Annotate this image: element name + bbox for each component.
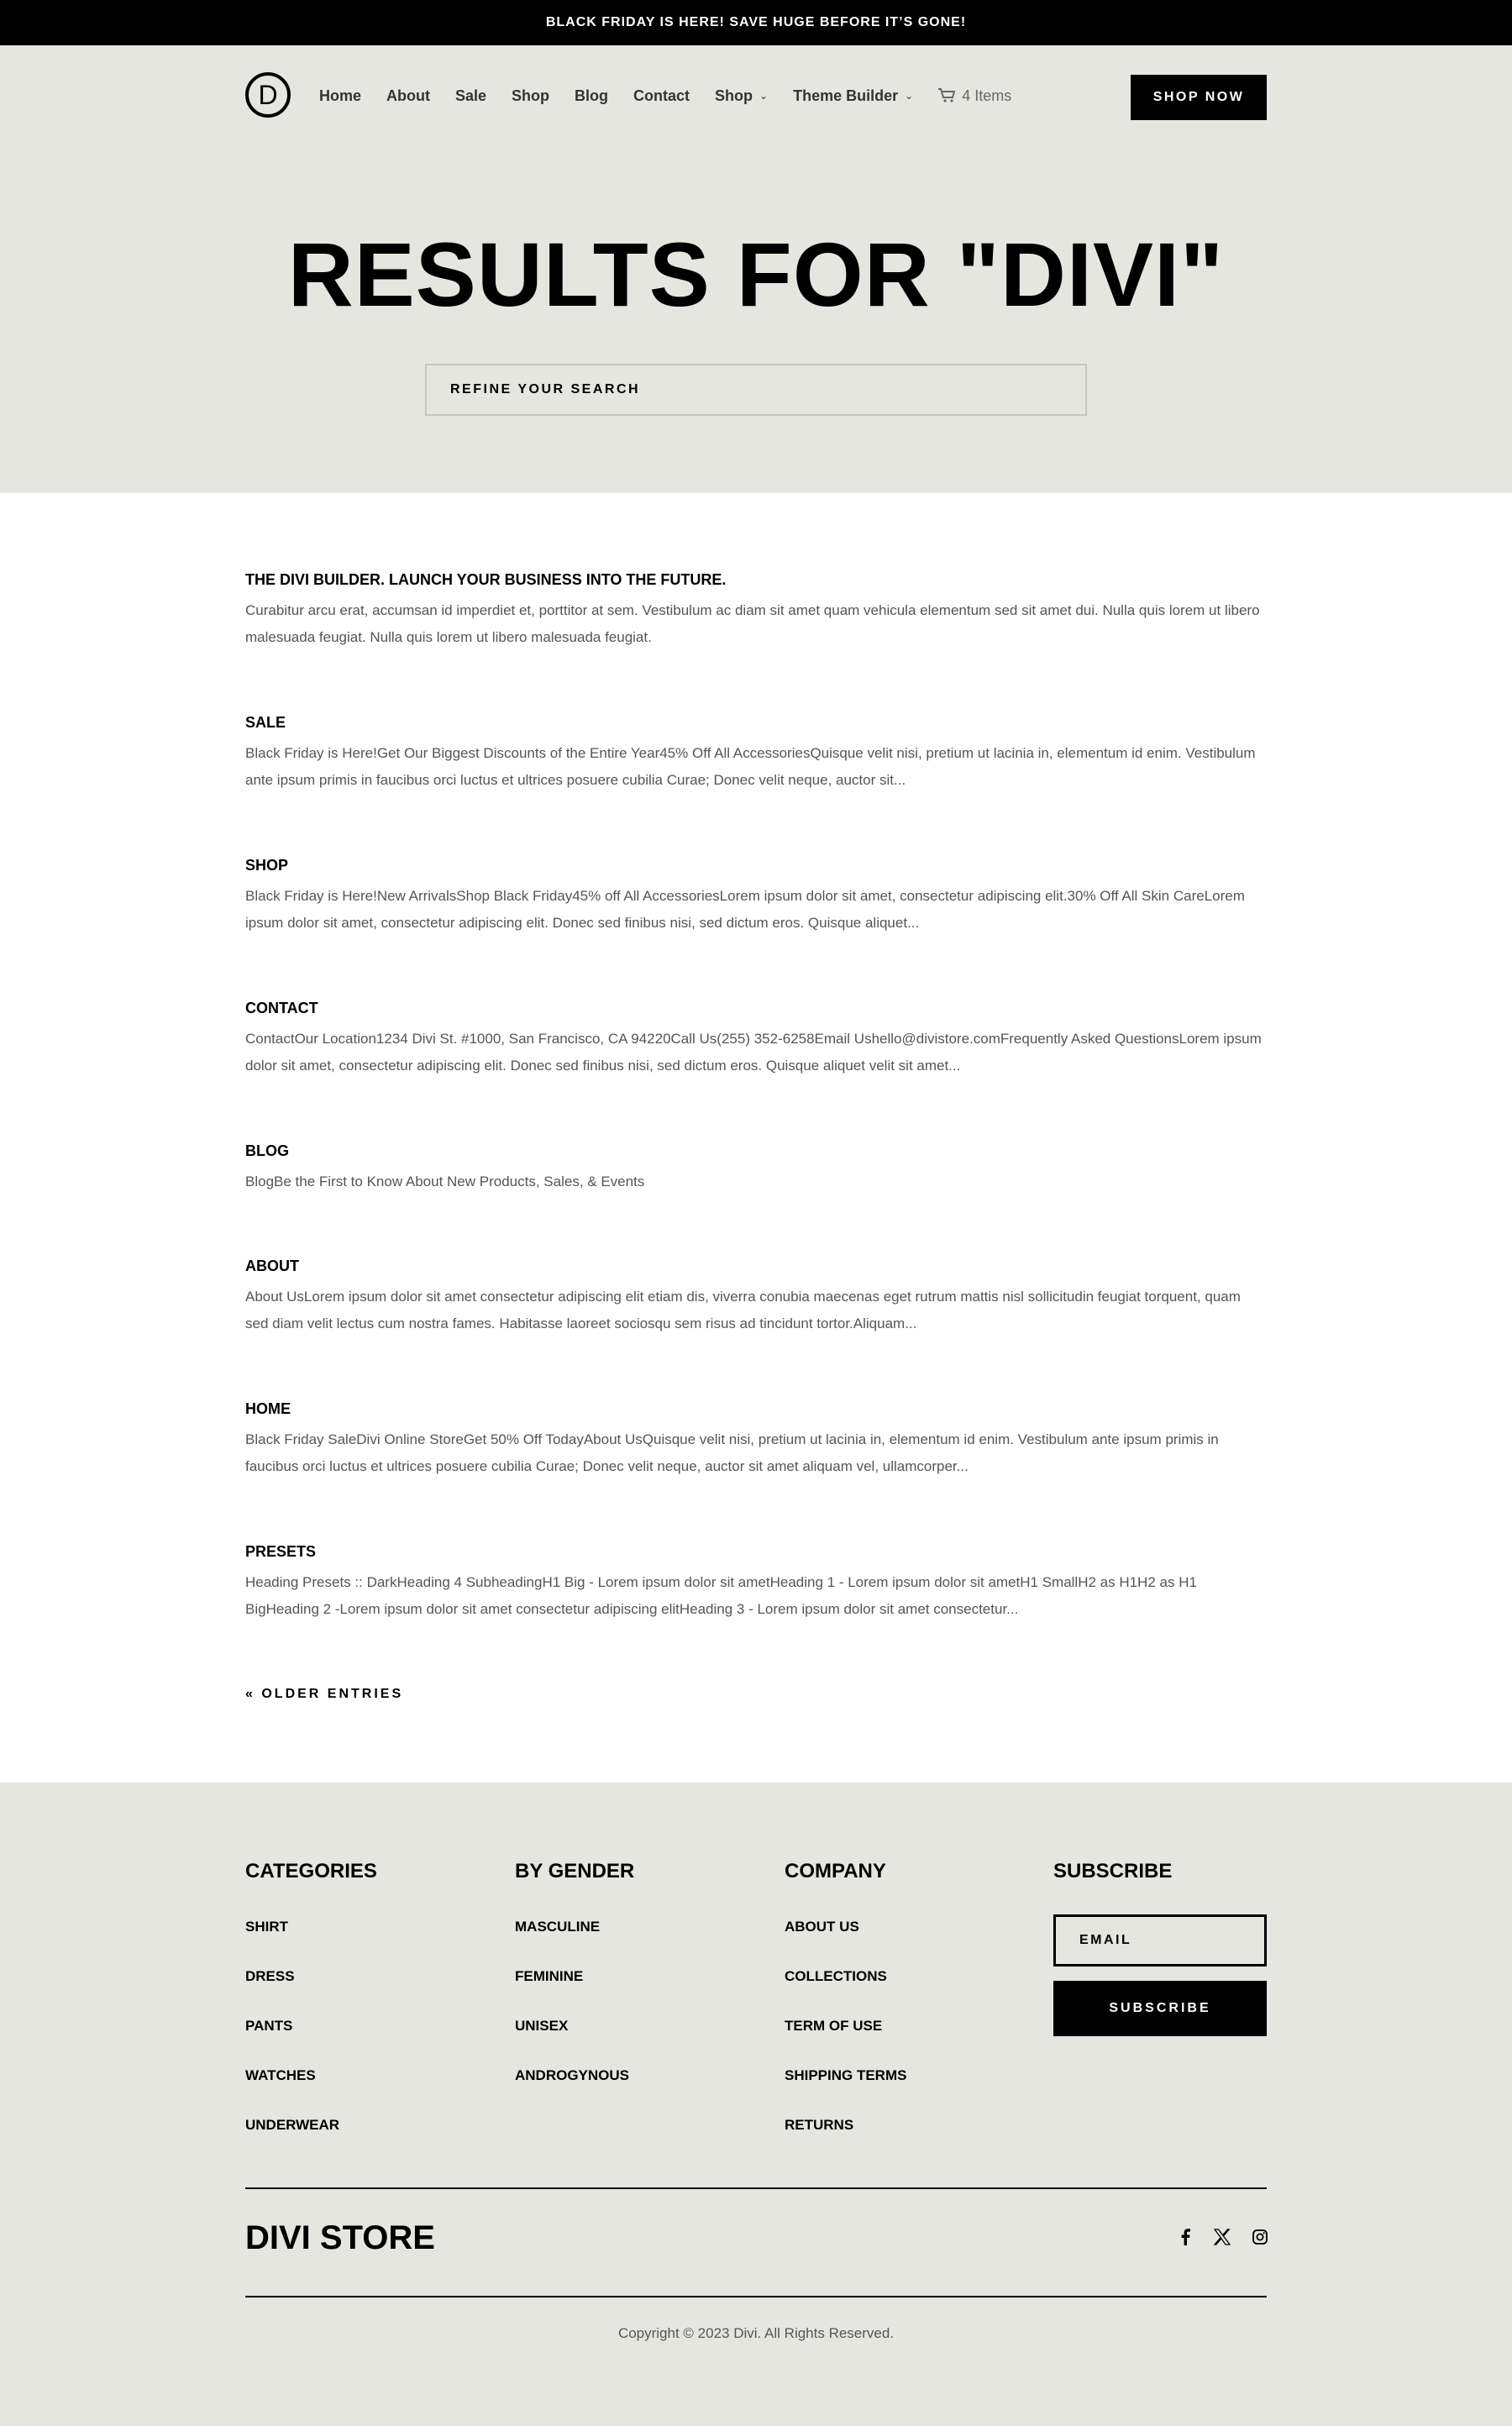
search-results xyxy=(245,570,1267,1660)
chevron-down-icon: ⌄ xyxy=(759,90,769,102)
footer-subscribe xyxy=(1053,1858,1172,1885)
footer-link[interactable]: UNDERWEAR xyxy=(245,2117,340,2133)
footer-categories xyxy=(245,1858,377,2150)
nav-shop[interactable] xyxy=(512,87,549,105)
main-nav xyxy=(319,82,1037,109)
chevron-down-icon: ⌄ xyxy=(905,90,914,102)
footer-link[interactable]: TERM OF USE xyxy=(785,2018,883,2034)
footer-link[interactable]: SHIPPING TERMS xyxy=(785,2067,907,2083)
footer-divider-bottom xyxy=(245,2296,1267,2297)
result-title[interactable]: ABOUT xyxy=(245,1258,299,1274)
nav-blog[interactable] xyxy=(575,87,608,105)
nav-about[interactable] xyxy=(386,87,430,105)
nav-shop-label: Shop xyxy=(512,87,550,104)
page-title: RESULTS FOR "DIVI" xyxy=(287,223,1225,325)
footer-link[interactable]: WATCHES xyxy=(245,2067,316,2083)
nav-theme-builder-label: Theme Builder xyxy=(793,87,899,104)
email-input[interactable] xyxy=(1079,1933,1264,1948)
announcement-bar xyxy=(0,0,1512,45)
announcement-text: BLACK FRIDAY IS HERE! SAVE HUGE BEFORE IT’S GONE! xyxy=(545,15,967,29)
result-title[interactable]: THE DIVI BUILDER. LAUNCH YOUR BUSINESS INTO THE FUTURE. xyxy=(245,571,727,588)
result-excerpt: Curabitur arcu erat, accumsan id imperdiet et, porttitor at sem. Vestibulum ac diam sit amet quam vehicula elementum sed sit amet dui. Nulla quis lorem ut libero malesuada feugiat. Nulla quis lorem ut libero malesuada feugiat. xyxy=(245,602,1260,645)
footer-heading: BY GENDER xyxy=(515,1860,635,1883)
result-excerpt: Black Friday SaleDivi Online StoreGet 50% Off TodayAbout UsQuisque velit nisi, pretium ut lacinia in, elementum id enim. Vestibulum ante ipsum primis in faucibus orci luctus et ultrices posuere cubilia Curae; Donec velit neque, auctor sit amet aliquam vel, ullamcorper... xyxy=(245,1431,1219,1474)
result-item xyxy=(245,1142,1267,1257)
footer-link[interactable]: MASCULINE xyxy=(515,1919,601,1935)
nav-home[interactable] xyxy=(319,87,361,105)
nav-theme-builder-dropdown[interactable] xyxy=(793,87,913,105)
result-item xyxy=(245,1399,1267,1542)
footer-heading: SUBSCRIBE xyxy=(1053,1860,1173,1883)
result-item xyxy=(245,713,1267,856)
result-title[interactable]: PRESETS xyxy=(245,1543,317,1560)
nav-sale[interactable] xyxy=(455,87,486,105)
result-item xyxy=(245,570,1267,713)
subscribe-button[interactable]: SUBSCRIBE xyxy=(1053,1981,1267,2036)
footer-link[interactable]: ABOUT US xyxy=(785,1919,859,1935)
footer-link[interactable]: FEMININE xyxy=(515,1968,584,1984)
copyright: Copyright © 2023 Divi. All Rights Reserved. xyxy=(617,2325,895,2341)
result-title[interactable]: SALE xyxy=(245,714,286,731)
nav-home-label: Home xyxy=(319,87,362,104)
nav-shop-dropdown-label: Shop xyxy=(715,87,753,104)
result-title[interactable]: BLOG xyxy=(245,1142,289,1159)
result-item xyxy=(245,999,1267,1142)
shop-now-button[interactable]: SHOP NOW xyxy=(1131,75,1267,120)
result-excerpt: Black Friday is Here!Get Our Biggest Discounts of the Entire Year45% Off All AccessoriesQuisque velit nisi, pretium ut lacinia in, elementum id enim. Vestibulum ante ipsum primis in faucibus orci luctus et ultrices posuere cubilia Curae; Donec velit neque, auctor sit... xyxy=(245,745,1256,788)
footer-divider xyxy=(245,2187,1267,2189)
result-excerpt: BlogBe the First to Know About New Products, Sales, & Events xyxy=(245,1174,645,1189)
result-item xyxy=(245,856,1267,999)
cart-link[interactable] xyxy=(938,87,1011,105)
footer-link[interactable]: COLLECTIONS xyxy=(785,1968,887,1984)
facebook-icon[interactable] xyxy=(1175,2227,1195,2247)
footer-link[interactable]: ANDROGYNOUS xyxy=(515,2067,630,2083)
footer-company xyxy=(785,1858,906,2150)
cart-icon xyxy=(938,88,955,103)
nav-contact[interactable] xyxy=(633,87,690,105)
nav-contact-label: Contact xyxy=(633,87,690,104)
result-title[interactable]: SHOP xyxy=(245,857,289,874)
result-excerpt: Heading Presets :: DarkHeading 4 SubheadingH1 Big - Lorem ipsum dolor sit ametHeading 1 - Lorem ipsum dolor sit ametH1 SmallH2 as H1H2 as H1 BigHeading 2 -Lorem ipsum dolor sit amet consectetur adipiscing elitHeading 3 - Lorem ipsum dolor sit amet consectetur... xyxy=(245,1574,1197,1617)
older-entries-link[interactable]: « OLDER ENTRIES xyxy=(245,1687,404,1701)
search-input[interactable] xyxy=(450,382,1085,397)
footer-heading: COMPANY xyxy=(785,1860,886,1883)
footer-gender xyxy=(515,1858,634,2100)
footer-link[interactable]: SHIRT xyxy=(245,1919,288,1935)
result-item xyxy=(245,1542,1267,1660)
result-title[interactable]: CONTACT xyxy=(245,1000,318,1016)
footer-link[interactable]: UNISEX xyxy=(515,2018,569,2034)
store-name: DIVI STORE xyxy=(245,2219,435,2256)
result-excerpt: ContactOur Location1234 Divi St. #1000, San Francisco, CA 94220Call Us(255) 352-6258Email Ushello@divistore.comFrequently Asked QuestionsLorem ipsum dolor sit amet, consectetur adipiscing elit. Donec sed finibus nisi, sed dictum eros. Quisque aliquet velit sit amet... xyxy=(245,1031,1262,1074)
footer-link[interactable]: DRESS xyxy=(245,1968,295,1984)
instagram-icon[interactable] xyxy=(1250,2227,1270,2247)
nav-sale-label: Sale xyxy=(455,87,487,104)
result-title[interactable]: HOME xyxy=(245,1400,291,1417)
cart-count: 4 Items xyxy=(962,87,1012,104)
footer-link[interactable]: RETURNS xyxy=(785,2117,854,2133)
search-box[interactable] xyxy=(425,364,1087,416)
x-icon[interactable] xyxy=(1212,2227,1232,2247)
email-field[interactable] xyxy=(1053,1914,1267,1967)
result-item xyxy=(245,1257,1267,1399)
result-excerpt: About UsLorem ipsum dolor sit amet consectetur adipiscing elit etiam dis, viverra conubia maecenas eget rutrum mattis nisl sollicitudin feugiat torquent, quam sed diam velit lectus cum nostra fames. Habitasse laoreet sociosqu sem risus ad tincidunt tortor.Aliquam... xyxy=(245,1289,1241,1331)
result-excerpt: Black Friday is Here!New ArrivalsShop Black Friday45% off All AccessoriesLorem ipsum dolor sit amet, consectetur adipiscing elit.30% Off All Skin CareLorem ipsum dolor sit amet, consectetur adipiscing elit. Donec sed finibus nisi, sed dictum eros. Quisque aliquet... xyxy=(245,888,1245,931)
nav-shop-dropdown[interactable] xyxy=(715,87,768,105)
logo[interactable] xyxy=(245,72,291,118)
logo-letter: D xyxy=(258,79,278,110)
nav-about-label: About xyxy=(386,87,430,104)
footer-heading: CATEGORIES xyxy=(245,1860,377,1883)
footer-link[interactable]: PANTS xyxy=(245,2018,293,2034)
nav-blog-label: Blog xyxy=(575,87,609,104)
